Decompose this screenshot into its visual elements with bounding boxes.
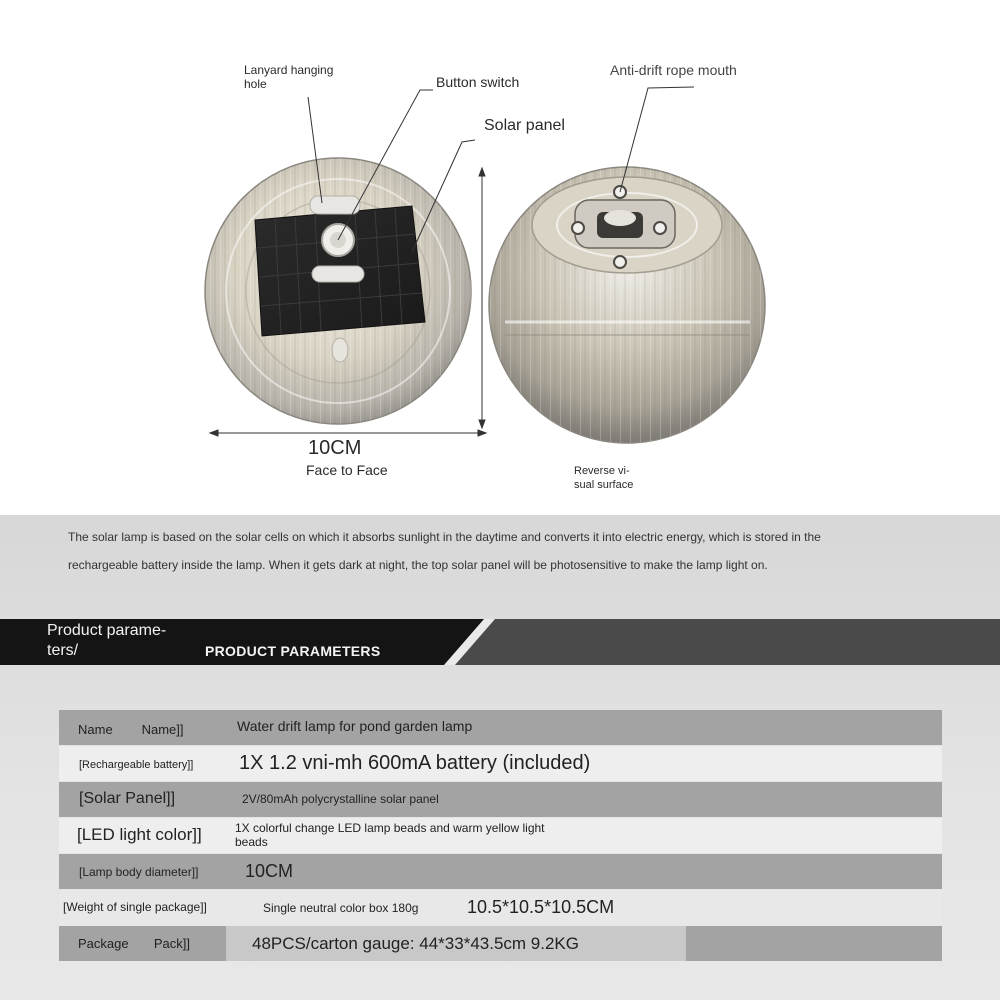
face-view-label: Face to Face [306,462,388,478]
param-key: [Weight of single package]] [63,900,207,914]
param-value: Water drift lamp for pond garden lamp [237,718,473,734]
param-key: [Solar Panel]] [79,790,176,807]
reverse-view-label: Reverse vi- sual surface [574,465,634,491]
param-key: [Lamp body diameter]] [79,865,199,879]
table-row [59,926,942,961]
intro-text [68,523,948,579]
param-value-secondary: 10.5*10.5*10.5CM [467,897,615,917]
param-value: 1X 1.2 vni-mh 600mA battery (included) [239,752,591,774]
intro-line-2: rechargeable battery inside the lamp. When it gets dark at night, the top solar panel will be photosensitive to make the lamp light on. [68,558,768,572]
param-value: 48PCS/carton gauge: 44*33*43.5cm 9.2KG [252,934,579,953]
param-key: [Rechargeable battery]] [79,759,194,771]
param-value: 10CM [245,861,294,881]
banner-title: Product parame- ters/ [47,622,167,659]
param-value: Single neutral color box 180g [263,901,419,915]
intro-line-1: The solar lamp is based on the solar cells on which it absorbs sunlight in the daytime and converts it into electric energy, which is stored in the [68,530,821,544]
table-row [59,710,942,745]
table-row [59,890,942,925]
param-key: [LED light color]] [77,825,202,844]
lamp-reverse-view [489,167,765,443]
table-row [59,818,942,853]
lamp-face-view [205,158,471,424]
param-value: 2V/80mAh polycrystalline solar panel [242,792,439,806]
table-row [59,746,942,781]
dimension-label: 10CM [308,437,362,459]
param-key: Name Name]] [78,722,184,737]
callout-anti-drift: Anti-drift rope mouth [610,62,737,78]
param-value: 1X colorful change LED lamp beads and warm yellow light beads [235,821,545,849]
callout-solar-panel: Solar panel [484,117,565,134]
param-key: Package Pack]] [78,936,190,951]
callout-button-switch: Button switch [436,74,520,90]
callout-lanyard-hole: Lanyard hanging hole [244,63,334,92]
table-row [59,854,942,889]
table-row [59,782,942,817]
banner-title-en: PRODUCT PARAMETERS [205,643,381,659]
